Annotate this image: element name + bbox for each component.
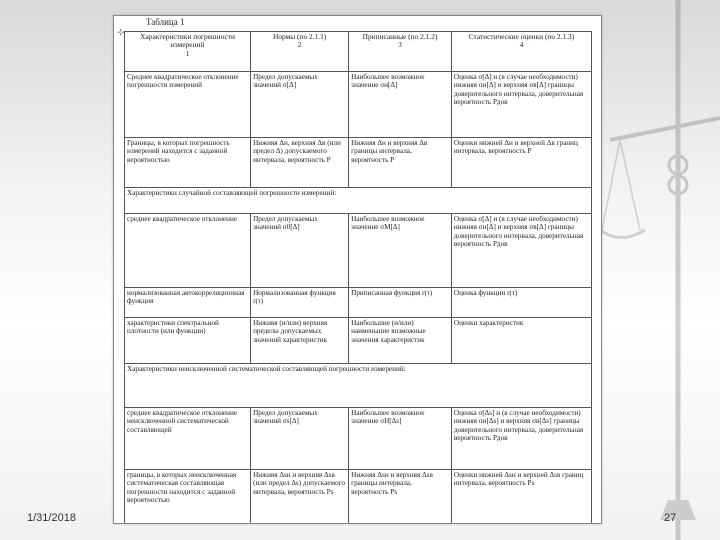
characteristics-table	[124, 31, 592, 524]
table-cell: Оценка σ[Δ] и (в случае необходимости) нижняя σн[Δ] и верхняя σв[Δ] границы доверительного интервала, доверительная вероятность Pдов	[451, 214, 591, 288]
table-anchor-icon: ⊹	[117, 27, 125, 37]
table-row	[125, 72, 592, 138]
header-cell: Нормы (по 2.1.1) 2	[251, 32, 349, 72]
document-page	[113, 15, 602, 524]
header-cell: Характеристики погрешности измерений 1	[125, 32, 251, 72]
table-row	[125, 318, 592, 364]
table-cell: среднее квадратическое отклонение неисключенной систематической составляющей	[125, 408, 251, 470]
table-cell: Оценки нижней Δsн и верхней Δsв границ интервала, вероятность Ps	[451, 470, 591, 524]
table-cell: Предел допускаемых значений σs[Δ]	[251, 408, 349, 470]
table-cell: Нижняя Δsн и верхняя Δsв границы интервала, вероятность Ps	[349, 470, 452, 524]
table-cell: Нижняя (и/или) верхняя пределы допускаемых значений характеристик	[251, 318, 349, 364]
table-cell: Оценка σ[Δs] и (в случае необходимости) нижняя σн[Δs] и верхняя σв[Δs] границы доверительного интервала, доверительная вероятность Pдов	[451, 408, 591, 470]
table-row	[125, 470, 592, 524]
header-cell: Приписанные (по 2.1.2) 3	[349, 32, 452, 72]
table-cell: Предел допускаемых значений σ0[Δ]	[251, 214, 349, 288]
table-cell: Нижняя Δн и верхняя Δв границы интервала, вероятность P	[349, 138, 452, 188]
table-cell: Оценки характеристик	[451, 318, 591, 364]
table-caption: Таблица 1	[146, 17, 185, 27]
slide-date: 1/31/2018	[27, 512, 76, 524]
table-cell: Наибольшие (и/или) наименьшие возможные значения характеристик	[349, 318, 452, 364]
table-cell: Нормализованная функция r(τ)	[251, 288, 349, 318]
table-cell: Предел допускаемых значений σ[Δ]	[251, 72, 349, 138]
table-cell: Наибольшее возможное значение σМ[Δ]	[349, 214, 452, 288]
table-cell: Приписанная функция r(τ)	[349, 288, 452, 318]
table-cell: характеристики спектральной плотности (или функции)	[125, 318, 251, 364]
table-cell: Границы, в которых погрешность измерений находится с заданной вероятностью	[125, 138, 251, 188]
table-cell: нормализованная автокорреляционная функция	[125, 288, 251, 318]
table-cell: Оценка σ[Δ] и (в случае необходимости) нижняя σн[Δ] и верхняя σв[Δ] границы доверительного интервала, доверительная вероятность Pдов	[451, 72, 591, 138]
table-header-row	[125, 32, 592, 72]
section-heading: Характеристики случайной составляющей погрешности измерений:	[125, 188, 592, 214]
table-cell: Оценка функции r(τ)	[451, 288, 591, 318]
table-cell: Наибольшее возможное значение σн[Δ]	[349, 72, 452, 138]
table-cell: среднее квадратическое отклонение	[125, 214, 251, 288]
table-row	[125, 214, 592, 288]
table-cell: Нижняя Δн, верхняя Δв (или предел Δ) допускаемого интервала, вероятность P	[251, 138, 349, 188]
table-row	[125, 408, 592, 470]
table-section-row	[125, 364, 592, 408]
table-row	[125, 288, 592, 318]
table-cell: Оценки нижней Δн и верхней Δв границ интервала, вероятность P	[451, 138, 591, 188]
table-cell: Наибольшее возможное значение σН[Δs]	[349, 408, 452, 470]
table-cell: границы, в которых неисключенная систематическая составляющая погрешности находится с заданной вероятностью	[125, 470, 251, 524]
scales-icon	[600, 0, 720, 540]
header-cell: Статистические оценки (по 2.1.3) 4	[451, 32, 591, 72]
slide-page-number: 27	[664, 512, 677, 524]
table-cell: Нижняя Δsн и верхняя Δsв (или предел Δs) допускаемого интервала, вероятность Ps	[251, 470, 349, 524]
table-row	[125, 138, 592, 188]
table-section-row	[125, 188, 592, 214]
table-cell: Среднее квадратическое отклонение погрешности измерений	[125, 72, 251, 138]
section-heading: Характеристики неисключенной систематической составляющей погрешности измерений:	[125, 364, 592, 408]
